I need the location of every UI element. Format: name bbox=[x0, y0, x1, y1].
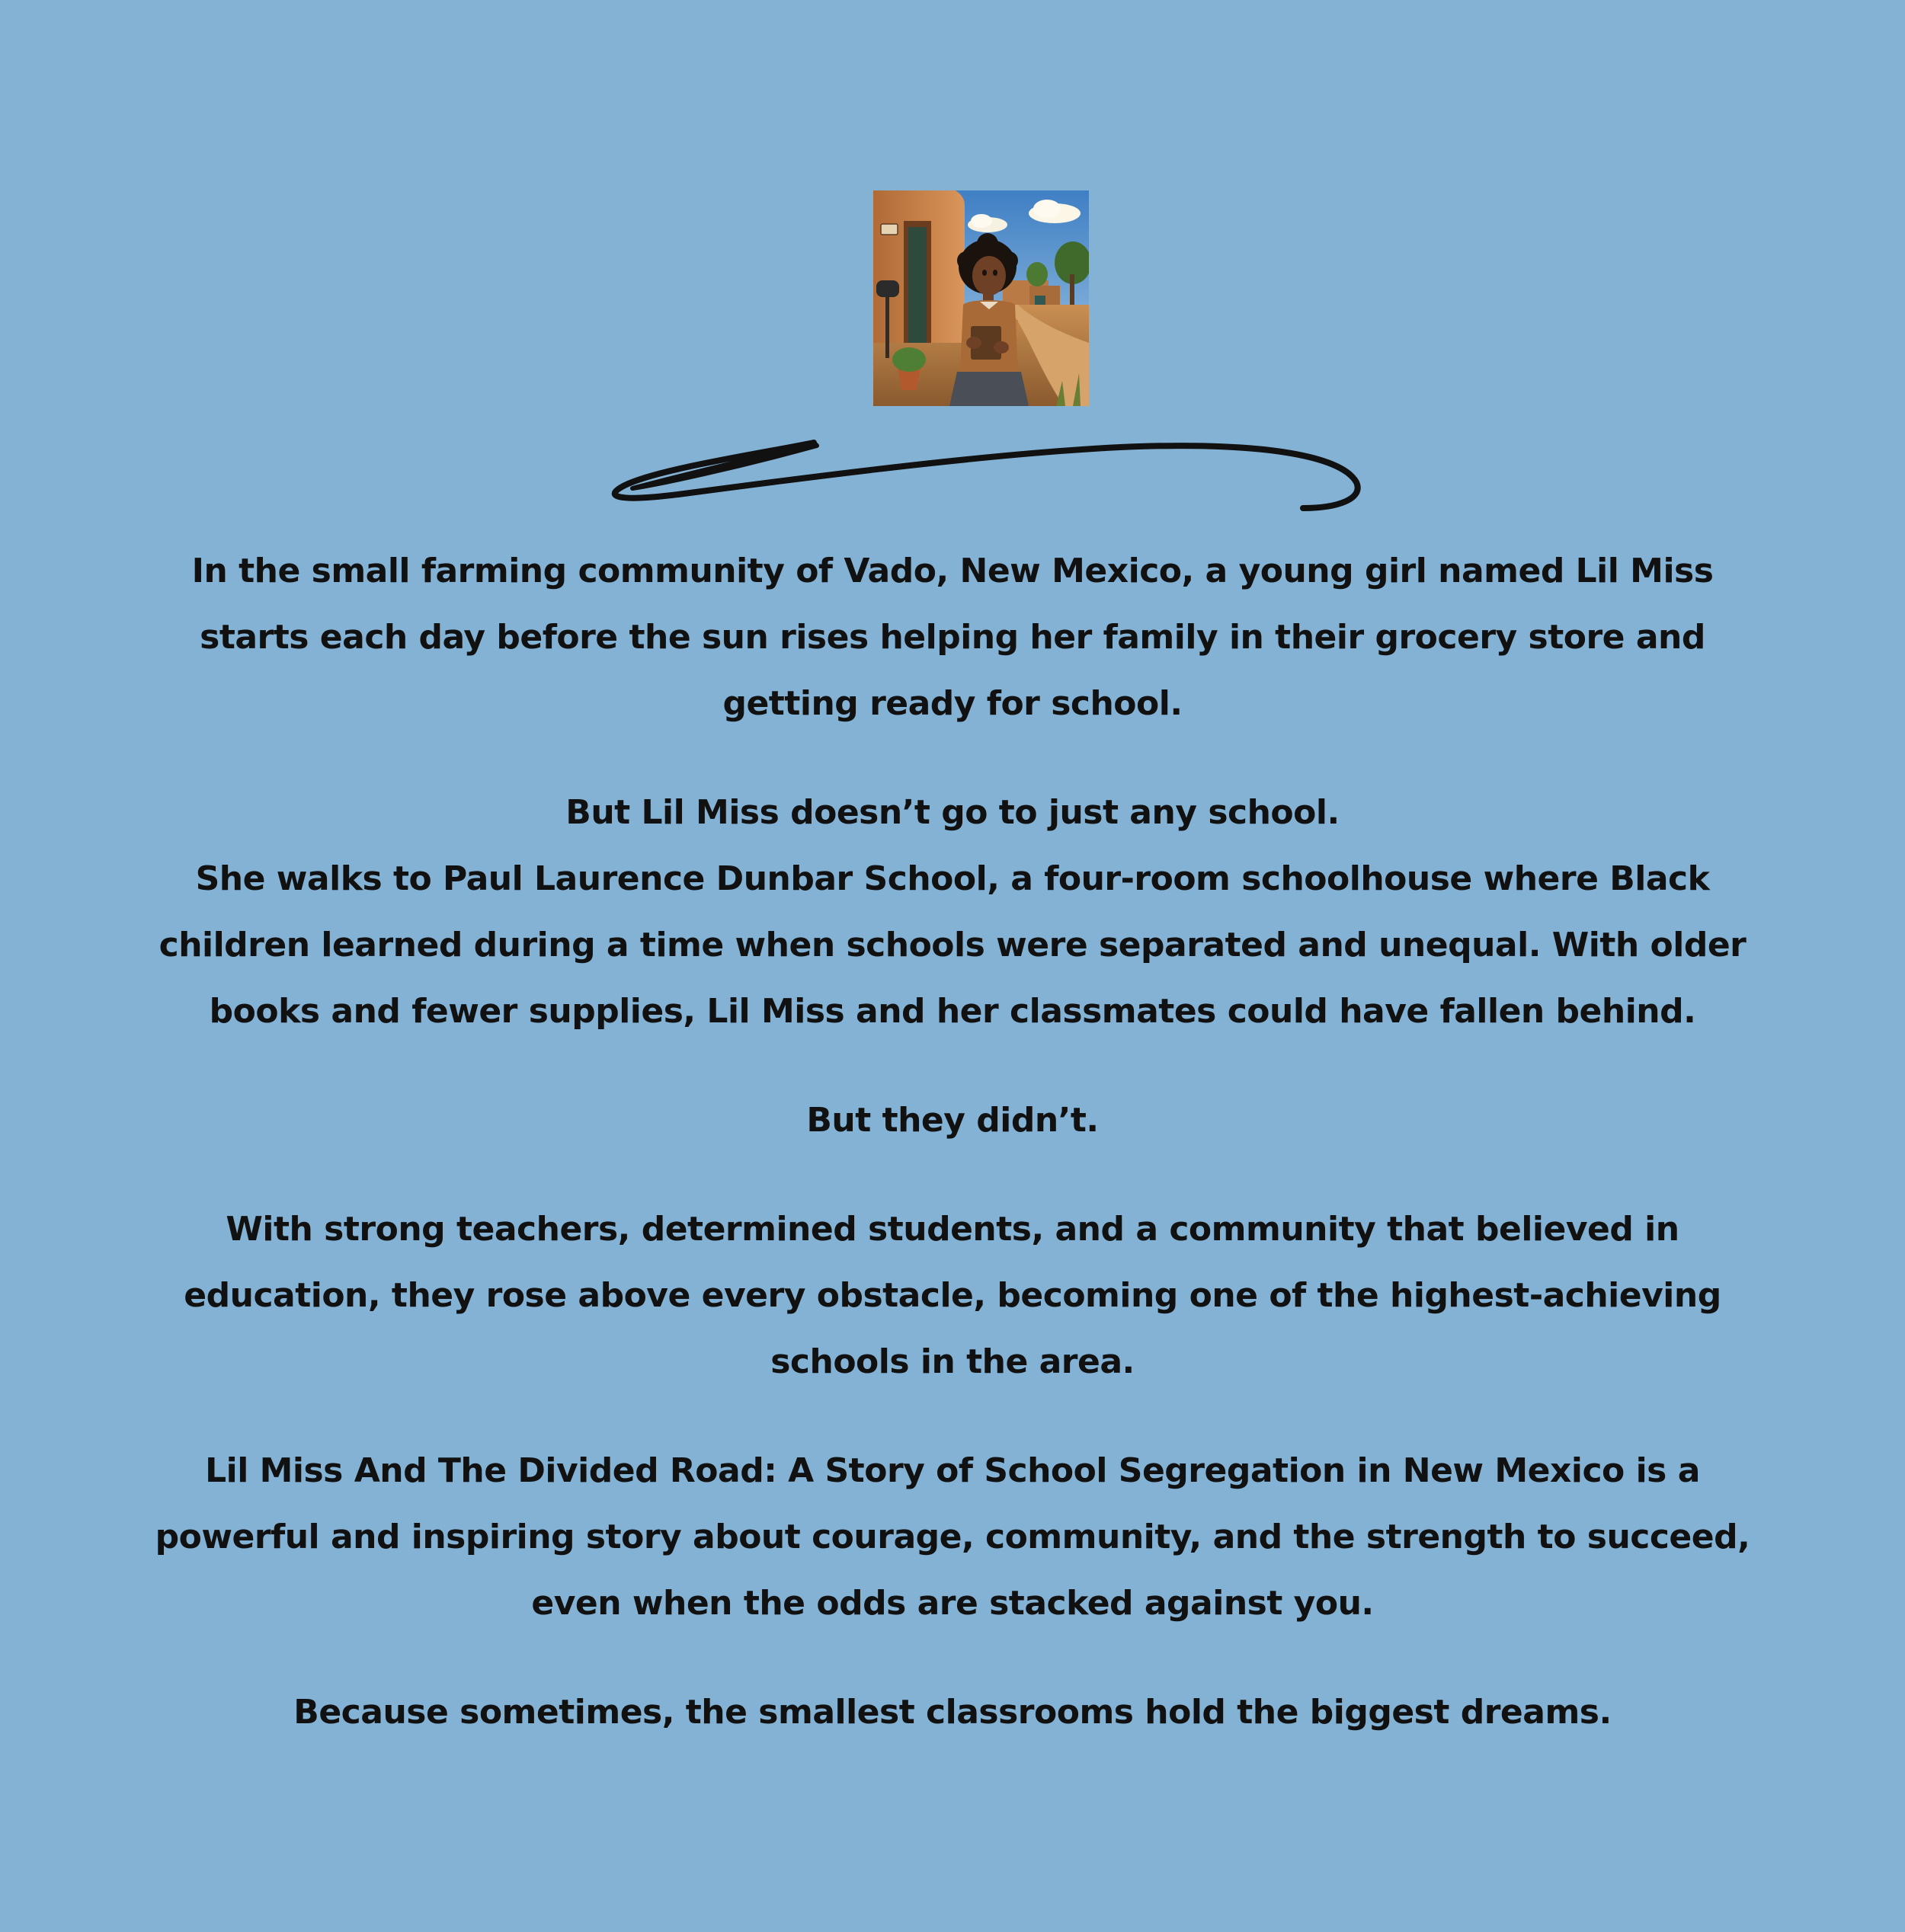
swoosh-divider bbox=[587, 423, 1372, 522]
paragraph-but-they-didnt: But they didn’t. bbox=[806, 1101, 1099, 1140]
paragraph-rose-above: With strong teachers, determined students, and a community that believed in education, they rose above every obstacle, becoming one of the highest-achieving schools in the area. bbox=[184, 1210, 1721, 1381]
paragraph-school-question: But Lil Miss doesn’t go to just any school. bbox=[565, 793, 1340, 832]
paragraph-intro: In the small farming community of Vado, New Mexico, a young girl named Lil Miss starts each day before the sun rises helping her family in their grocery store and getting ready for school. bbox=[191, 552, 1714, 723]
paragraph-dunbar-school: She walks to Paul Laurence Dunbar School, a four-room schoolhouse where Black children learned during a time when schools were separated and unequal. With older books and fewer supplies, Lil Miss and her classmates could have fallen behind. bbox=[158, 859, 1747, 1031]
description-text bbox=[152, 538, 1753, 1788]
paragraph-book-title: Lil Miss And The Divided Road: A Story of School Segregation in New Mexico is a powerful and inspiring story about courage, community, and the strength to succeed, even when the odds are stacked against you. bbox=[155, 1451, 1750, 1623]
paragraph-closing: Because sometimes, the smallest classrooms hold the biggest dreams. bbox=[293, 1693, 1612, 1732]
cover-image bbox=[873, 190, 1089, 406]
